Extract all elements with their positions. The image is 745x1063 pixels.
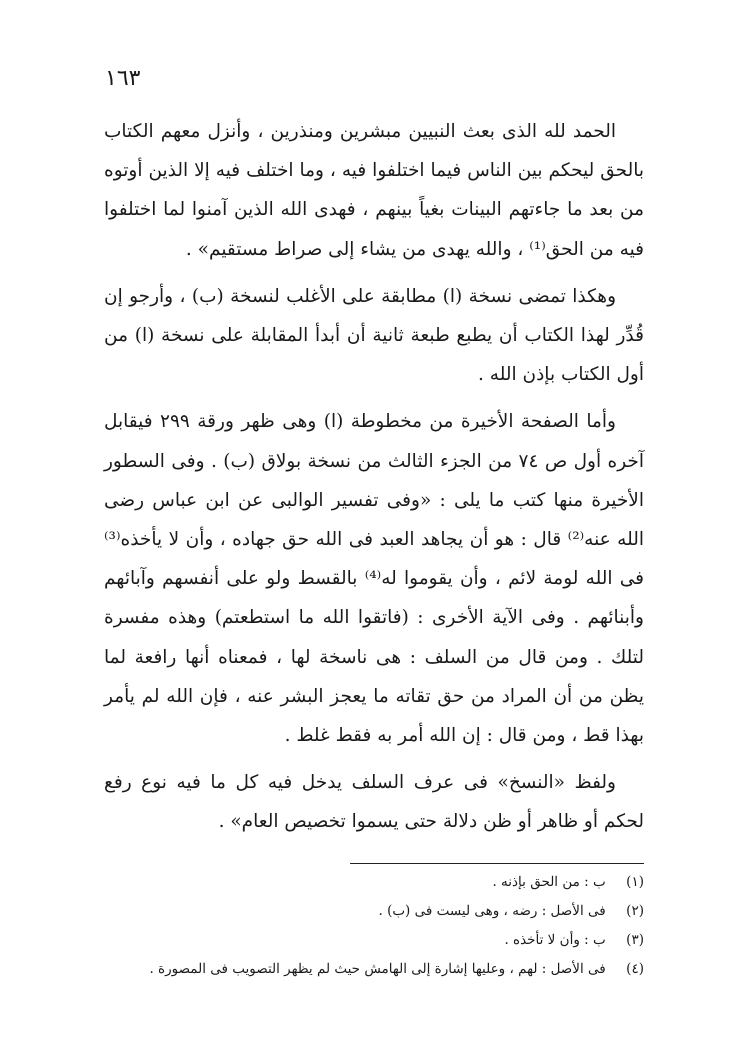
paragraph: ولفظ «النسخ» فى عرف السلف يدخل فيه كل ما فيه نوع رفع لحكم أو ظاهر أو ظن دلالة حتى يسموا تخصيص العام» . — [104, 772, 644, 833]
footnote — [200, 926, 644, 955]
footnote-number: (٢) — [626, 903, 644, 919]
paragraph: وأما الصفحة الأخيرة من مخطوطة (ا) وهى ظهر ورقة ٢٩٩ فيقابل آخره أول ص ٧٤ من الجزء الثالث من نسخة بولاق (ب) . وفى السطور الأخيرة منها كتب ما يلى : «وفى تفسير الوالبى عن ابن عباس رضى الله عنه⁽²⁾ قال : هو أن يجاهد العبد فى الله حق جهاده ، وأن لا يأخذه⁽³⁾ فى الله لومة لائم ، وأن يقوموا له⁽⁴⁾ بالقسط ولو على أنفسهم وآبائهم وأبنائهم . وفى الآية الأخرى : (فاتقوا الله ما استطعتم) وهذه مفسرة لتلك . ومن قال من السلف : هى ناسخة لها ، فمعناه أنها رافعة لما يظن من أن المراد من حق تقاته ما يعجز البشر عنه ، فإن الله لم يأمر بهذا قط ، ومن قال : إن الله أمر به فقط غلط . — [104, 411, 645, 747]
footnote-text: فى الأصل : لهم ، وعليها إشارة إلى الهامش حيث لم يظهر التصويب فى المصورة . — [149, 961, 606, 977]
footnotes — [149, 868, 644, 984]
body-text — [104, 112, 644, 850]
footnote — [149, 955, 644, 984]
page-number: ١٦٣ — [105, 66, 141, 91]
footnote-text: فى الأصل : رضه ، وهى ليست فى (ب) . — [378, 903, 606, 919]
footnote-number: (٤) — [626, 961, 644, 977]
footnote-text: ب : وأن لا تأخذه . — [504, 932, 606, 948]
footnote-text: ب : من الحق بإذنه . — [492, 874, 606, 890]
footnote-number: (١) — [626, 874, 644, 890]
footnote — [200, 868, 644, 897]
paragraph: الحمد لله الذى بعث النبيين مبشرين ومنذرين ، وأنزل معهم الكتاب بالحق ليحكم بين الناس فيما اختلفوا فيه ، وما اختلف فيه إلا الذين أوتوه من بعد ما جاءتهم البينات بغياً بينهم ، فهدى الله الذين آمنوا لما اختلفوا فيه من الحق⁽¹⁾ ، والله يهدى من يشاء إلى صراط مستقيم» . — [104, 121, 644, 260]
footnote — [200, 897, 644, 926]
footnote-divider — [350, 863, 644, 864]
footnote-number: (٣) — [626, 932, 644, 948]
paragraph: وهكذا تمضى نسخة (ا) مطابقة على الأغلب لنسخة (ب) ، وأرجو إن قُدِّر لهذا الكتاب أن يطبع طبعة ثانية أن أبدأ المقابلة على نسخة (ا) من أول الكتاب بإذن الله . — [104, 285, 644, 386]
